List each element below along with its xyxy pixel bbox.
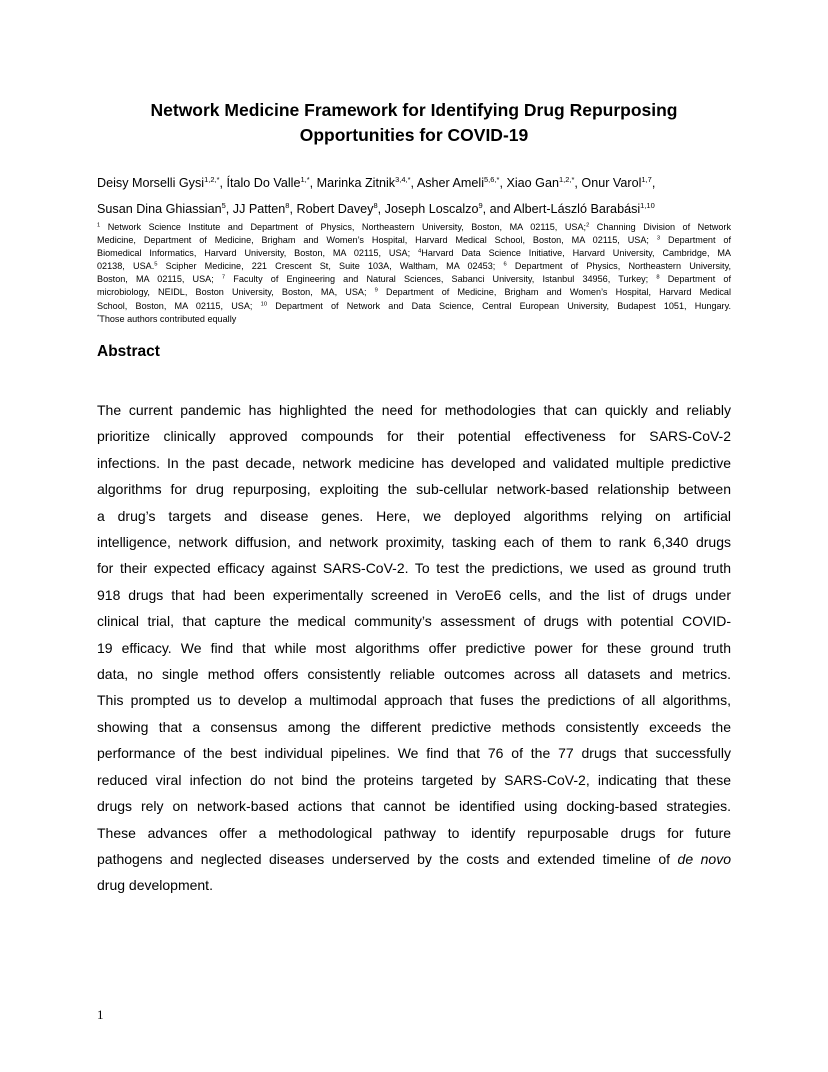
abstract-line: infections. In the past decade, network medicine has developed and validated multiple predictive	[97, 454, 731, 471]
abstract-line: data, no single method offers consistently reliable outcomes across all datasets and metrics.	[97, 666, 731, 683]
author-name: Deisy Morselli Gysi	[97, 176, 205, 190]
author-name: Robert Davey	[296, 202, 374, 216]
author-separator: ,	[651, 176, 656, 190]
author-affiliation-marker: 5,6,*	[484, 175, 500, 184]
author-name: Marinka Zitnik	[316, 176, 396, 190]
page-number: 1	[97, 1007, 104, 1022]
affiliation-line: School, Boston, MA 02115, USA; $^{10}$ Department of Network and Data Science, Central European University, Budapest 1051, Hungary.	[97, 300, 731, 311]
affiliation-marker: 4	[418, 248, 422, 255]
affiliation-marker: 6	[503, 261, 507, 268]
abstract-line: These advances offer a methodological pathway to identify repurposable drugs for future	[97, 824, 731, 841]
affiliation-marker: 5	[154, 261, 158, 268]
author-affiliation-marker: 1,*	[300, 175, 310, 184]
abstract-line: a drug’s targets and disease genes. Here, we deployed algorithms relying on artificial	[97, 507, 731, 524]
affiliation-line: Biomedical Informatics, Harvard University, Boston, MA 02115, USA; $^4$Harvard Data Science Initiative, Harvard University, Cambridge, MA	[97, 248, 731, 259]
affiliation-marker: 7	[221, 274, 226, 281]
author-name: Albert-László Barabási	[513, 202, 641, 216]
affiliation-marker: *	[97, 314, 100, 321]
abstract-line: The current pandemic has highlighted the need for methodologies that can quickly and reliably	[97, 402, 731, 418]
title-line: Opportunities for COVID-19	[299, 125, 529, 145]
affiliation-marker: 9	[374, 287, 378, 294]
abstract-line: showing that a consensus among the different predictive methods consistently exceeds the	[97, 718, 731, 735]
paper-title	[100, 98, 728, 148]
affiliation-marker: 1	[97, 222, 101, 229]
author-name: Joseph Loscalzo	[384, 202, 479, 216]
author-name: Ítalo Do Valle	[226, 176, 301, 190]
author-affiliation-marker: 1,2,*	[558, 175, 575, 184]
author-name: JJ Patten	[232, 202, 286, 216]
abstract-line: reduced viral infection do not bind the proteins targeted by SARS-CoV-2, indicating that these	[97, 771, 731, 788]
abstract-line: 918 drugs that had been experimentally screened in VeroE6 cells, and the list of drugs under	[97, 586, 731, 603]
author-line	[97, 196, 737, 222]
abstract-line: performance of the best individual pipelines. We find that 76 of the 77 drugs that successfully	[97, 745, 731, 762]
author-affiliation-marker: 8	[285, 201, 290, 210]
author-name: Susan Dina Ghiassian	[97, 202, 222, 216]
affiliation-marker: 2	[586, 222, 590, 229]
affiliation-line: Medicine, Department of Medicine, Brigham and Women’s Hospital, Harvard Medical School, Boston, MA 02115, USA; $^3$ Department of	[97, 235, 731, 246]
abstract-line: clinical trial, that capture the medical community’s assessment of drugs with potential COVID-	[97, 613, 731, 630]
author-list	[97, 170, 737, 222]
title-line: Network Medicine Framework for Identifying Drug Repurposing	[150, 100, 678, 120]
abstract-line: drugs rely on network-based actions that cannot be identified using docking-based strategies.	[97, 798, 731, 815]
author-separator: ,	[499, 176, 507, 190]
author-separator: ,	[410, 176, 417, 190]
abstract-body	[97, 397, 731, 899]
author-separator: ,	[574, 176, 582, 190]
author-separator: , and	[482, 202, 514, 216]
author-affiliation-marker: 5	[221, 201, 226, 210]
author-name: Asher Ameli	[416, 176, 485, 190]
affiliation-marker: 8	[656, 274, 660, 281]
author-separator: ,	[309, 176, 317, 190]
abstract-line: This prompted us to develop a multimodal approach that fuses the predictions of all algorithms,	[97, 692, 731, 709]
author-affiliation-marker: 8	[373, 201, 378, 210]
abstract-italic-term: de novo	[677, 850, 731, 867]
author-affiliation-marker: 1,10	[640, 201, 655, 210]
abstract-line-text: pathogens and neglected diseases underserved by the costs and extended timeline of	[97, 850, 678, 867]
affiliation-line: microbiology, NEIDL, Boston University, Boston, MA, USA; $^9$ Department of Medicine, Brigham and Women’s Hospital, Harvard Medical	[97, 287, 731, 298]
author-separator: ,	[289, 202, 297, 216]
affiliation-line	[97, 221, 731, 234]
affiliation-line: 02138, USA.$^5$ Scipher Medicine, 221 Crescent St, Suite 103A, Waltham, MA 02453; $^6$ Department of Physics, Northeastern University,	[97, 261, 731, 272]
affiliation-text: Department of Network and Data Science, Central European University, Budapest 1051, Hungary.	[267, 300, 731, 311]
author-separator: ,	[225, 202, 233, 216]
abstract-heading: Abstract	[97, 343, 160, 360]
abstract-line: algorithms for drug repurposing, exploiting the sub-cellular network-based relationship between	[97, 481, 731, 498]
abstract-line: 19 efficacy. We find that while most algorithms offer predictive power for these ground truth	[97, 639, 731, 656]
affiliation-text: Channing Division of Network	[589, 222, 731, 232]
author-affiliation-marker: 3,4,*	[395, 175, 411, 184]
abstract-line	[97, 846, 731, 872]
author-name: Xiao Gan	[506, 176, 559, 190]
author-affiliation-marker: 9	[478, 201, 483, 210]
affiliation-marker: 3	[656, 235, 661, 242]
affiliation-marker: 10	[260, 301, 268, 308]
abstract-line: for their expected efficacy against SARS-CoV-2. To test the predictions, we used as ground truth	[97, 560, 731, 577]
abstract-line: drug development.	[97, 877, 213, 894]
abstract-line: intelligence, network diffusion, and network proximity, tasking each of them to rank 6,340 drugs	[97, 534, 731, 551]
affiliation-line: Boston, MA 02115, USA; $^7$ Faculty of Engineering and Natural Sciences, Sabanci University, Istanbul 34956, Turkey; $^8$ Department of	[97, 274, 731, 285]
equal-contribution-text: Those authors contributed equally	[99, 313, 237, 324]
author-name: Onur Varol	[581, 176, 642, 190]
author-separator: ,	[377, 202, 385, 216]
equal-contribution-note	[97, 313, 731, 326]
author-affiliation-marker: 1,7	[641, 175, 652, 184]
affiliations	[97, 221, 731, 326]
author-separator: ,	[219, 176, 227, 190]
author-affiliation-marker: 1,2,*	[204, 175, 220, 184]
author-line	[97, 170, 737, 196]
affiliation-text: Network Science Institute and Department of Physics, Northeastern University, Boston, MA 02115, USA;	[100, 222, 587, 232]
abstract-line: prioritize clinically approved compounds for their potential effectiveness for SARS-CoV-2	[97, 428, 731, 445]
